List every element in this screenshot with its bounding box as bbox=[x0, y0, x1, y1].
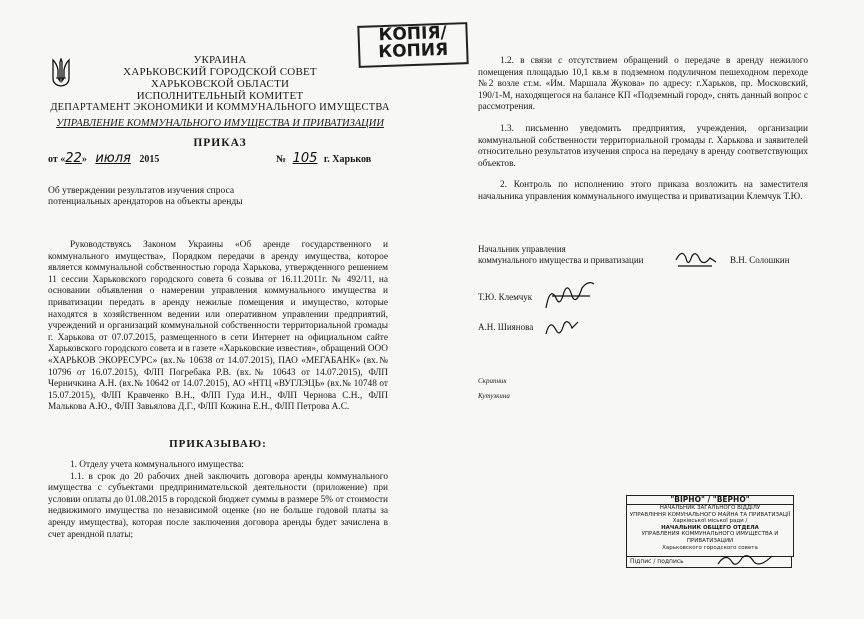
preamble-text: Руководствуясь Законом Украины «Об аренде государственного и коммунального имущества», Порядком передачи в аренду имущества, которое является коммунальной собственностью города Харькова, утвержденного решением 11 сессии Харьковского городского совета 6 созыва от 16.11.2011г. № 492/11, на основании объявления о намерении управления коммунального имущества и приватизации передать в аренду нежилые помещения и имущество, которые находятся в хозяйственном ведении или оперативном управлении предприятий, учреждений и организаций коммунальной собственности территориальной громады г. Харькова от 07.07.2015, размещенного в сети Интернет на официальном сайте Харьковского городского совета и в газете «Харьковские известия», обращений ООО «ХАРЬКОВ ЭКОРЕСУРС» (вх.№ 10638 от 14.07.2015), ПАО «МЕГАБАНК» (вх.№ 10796 от 16.07.2015), ФЛП Погребака Р.В. (вх.№ 10643 от 14.07.2015), ФЛП Черничкина А.Н. (вх.№ 10642 от 14.07.2015), АО «НТЦ «ВУГЛЭЦЬ» (вх.№ 10748 от 15.07.2015), ФЛП Кравченко В.Н., ФЛП Гуда И.Н., ФЛП Чернова С.Н., ФЛП Малькова А.Ю., ФЛП Завьялова Д.Г., ФЛП Кожина Е.Н., ФЛП Петрова А.С. bbox=[48, 240, 388, 413]
head-name: В.Н. Солошкин bbox=[730, 255, 790, 265]
certify-stamp-line2: УПРАВЛІННЯ КОМУНАЛЬНОГО МАЙНА ТА ПРИВАТИЗАЦІЇ bbox=[629, 511, 791, 518]
number-value: 105 bbox=[292, 151, 318, 166]
order-city: г. Харьков bbox=[323, 154, 372, 165]
orders-heading: ПРИКАЗЫВАЮ: bbox=[169, 438, 267, 450]
klemchuk-signature-icon bbox=[540, 278, 600, 312]
order-title: ПРИКАЗ bbox=[193, 137, 247, 149]
item-1-3-block bbox=[478, 124, 808, 170]
order-number bbox=[276, 151, 371, 166]
date-prefix: от « bbox=[48, 154, 66, 165]
header-country: УКРАИНА bbox=[193, 54, 247, 66]
certify-stamp-line3: Харківської міської ради / bbox=[672, 518, 748, 525]
certify-signature-icon bbox=[716, 550, 776, 570]
head-title-line2: коммунального имущества и приватизации bbox=[478, 255, 644, 265]
item-1-2-block bbox=[478, 56, 808, 114]
item-2-block bbox=[478, 180, 808, 203]
header-region: ХАРЬКОВСКОЙ ОБЛАСТИ bbox=[150, 78, 290, 90]
sig-shiyanova-name: А.Н. Шиянова bbox=[478, 322, 534, 332]
order-subject: Об утверждении результатов изучения спроса потенциальных арендаторов на объекты аренды bbox=[48, 186, 243, 207]
order-date bbox=[48, 151, 159, 166]
shiyanova-signature-icon bbox=[542, 314, 582, 340]
date-year: 2015 bbox=[139, 154, 160, 165]
head-title bbox=[478, 244, 643, 266]
certify-stamp-footer-label: Підпис / подпись bbox=[630, 558, 684, 565]
certify-stamp-line5: УПРАВЛЕНИЯ КОММУНАЛЬНОГО ИМУЩЕСТВА И ПРИВАТИЗАЦИИ bbox=[641, 531, 779, 544]
certify-stamp-line1: НАЧАЛЬНИК ЗАГАЛЬНОГО ВІДДІЛУ bbox=[659, 505, 761, 511]
header-department: ДЕПАРТАМЕНТ ЭКОНОМИКИ И КОММУНАЛЬНОГО ИМУЩЕСТВА bbox=[50, 102, 390, 113]
item-1: 1. Отделу учета коммунального имущества: bbox=[70, 460, 244, 470]
header-subdepartment: УПРАВЛЕНИЕ КОММУНАЛЬНОГО ИМУЩЕСТВА И ПРИВАТИЗАЦИИ bbox=[56, 118, 384, 129]
date-day: 22 bbox=[65, 151, 82, 166]
order-items-left bbox=[48, 460, 388, 541]
preamble bbox=[48, 240, 388, 414]
head-signature-icon bbox=[672, 246, 720, 274]
number-prefix: № bbox=[276, 154, 287, 165]
note-kutuzkina: Кутузкина bbox=[478, 392, 510, 400]
copy-stamp-line2: КОПИЯ bbox=[377, 39, 449, 63]
copy-stamp bbox=[357, 22, 468, 68]
certify-stamp bbox=[626, 495, 794, 557]
item-1-3: 1.3. письменно уведомить предприятия, учреждения, организации коммунальной собственности территориальной громады г. Харькова и заявителей относительно результатов изучения спроса на передачу в аренду соответствующих объектов. bbox=[478, 124, 808, 169]
header-council: ХАРЬКОВСКИЙ ГОРОДСКОЙ СОВЕТ bbox=[123, 66, 317, 78]
certify-stamp-line4: НАЧАЛЬНИК ОБЩЕГО ОТДЕЛА bbox=[661, 524, 759, 531]
certify-stamp-line6: Харьковского городского совета bbox=[662, 544, 758, 551]
header-committee: ИСПОЛНИТЕЛЬНЫЙ КОМИТЕТ bbox=[136, 90, 304, 102]
certify-stamp-top: "ВІРНО" / "ВЕРНО" bbox=[627, 496, 793, 505]
sig-klemchuk-name: Т.Ю. Клемчук bbox=[478, 292, 533, 302]
item-1-2: 1.2. в связи с отсутствием обращений о передаче в аренду нежилого помещения площадью 10,1 кв.м в подземном подуличном пешеходном переходе №2 возле ст.м. «Им. Маршала Жукова» по адресу: г.Харьков, пр. Московский, 190/1-М, находящегося на балансе КП «Подземный город», снять данный вопрос с рассмотрения. bbox=[478, 56, 808, 113]
date-mid: » bbox=[81, 154, 87, 165]
head-title-line1: Начальник управления bbox=[478, 244, 566, 254]
item-2: 2. Контроль по исполнению этого приказа возложить на заместителя начальника управления коммунального имущества и приватизации Клемчук Т.Ю. bbox=[478, 180, 808, 202]
copy-stamp-line1: КОПІЯ/ bbox=[378, 22, 448, 46]
item-1-1: 1.1. в срок до 20 рабочих дней заключить договора аренды коммунального имущества с субъектами предпринимательской деятельности (приложение) при условии оплаты до 01.08.2015 в городской бюджет суммы в размере 5% от стоимости недвижимого имущества по независимой оценке (но не больше годовой платы за аренду имущества), которая после заключения договора аренды будет зачислена в счет арендной платы; bbox=[48, 471, 388, 540]
date-month: июля bbox=[95, 151, 131, 166]
note-skripnik: Скрипник bbox=[478, 377, 507, 385]
